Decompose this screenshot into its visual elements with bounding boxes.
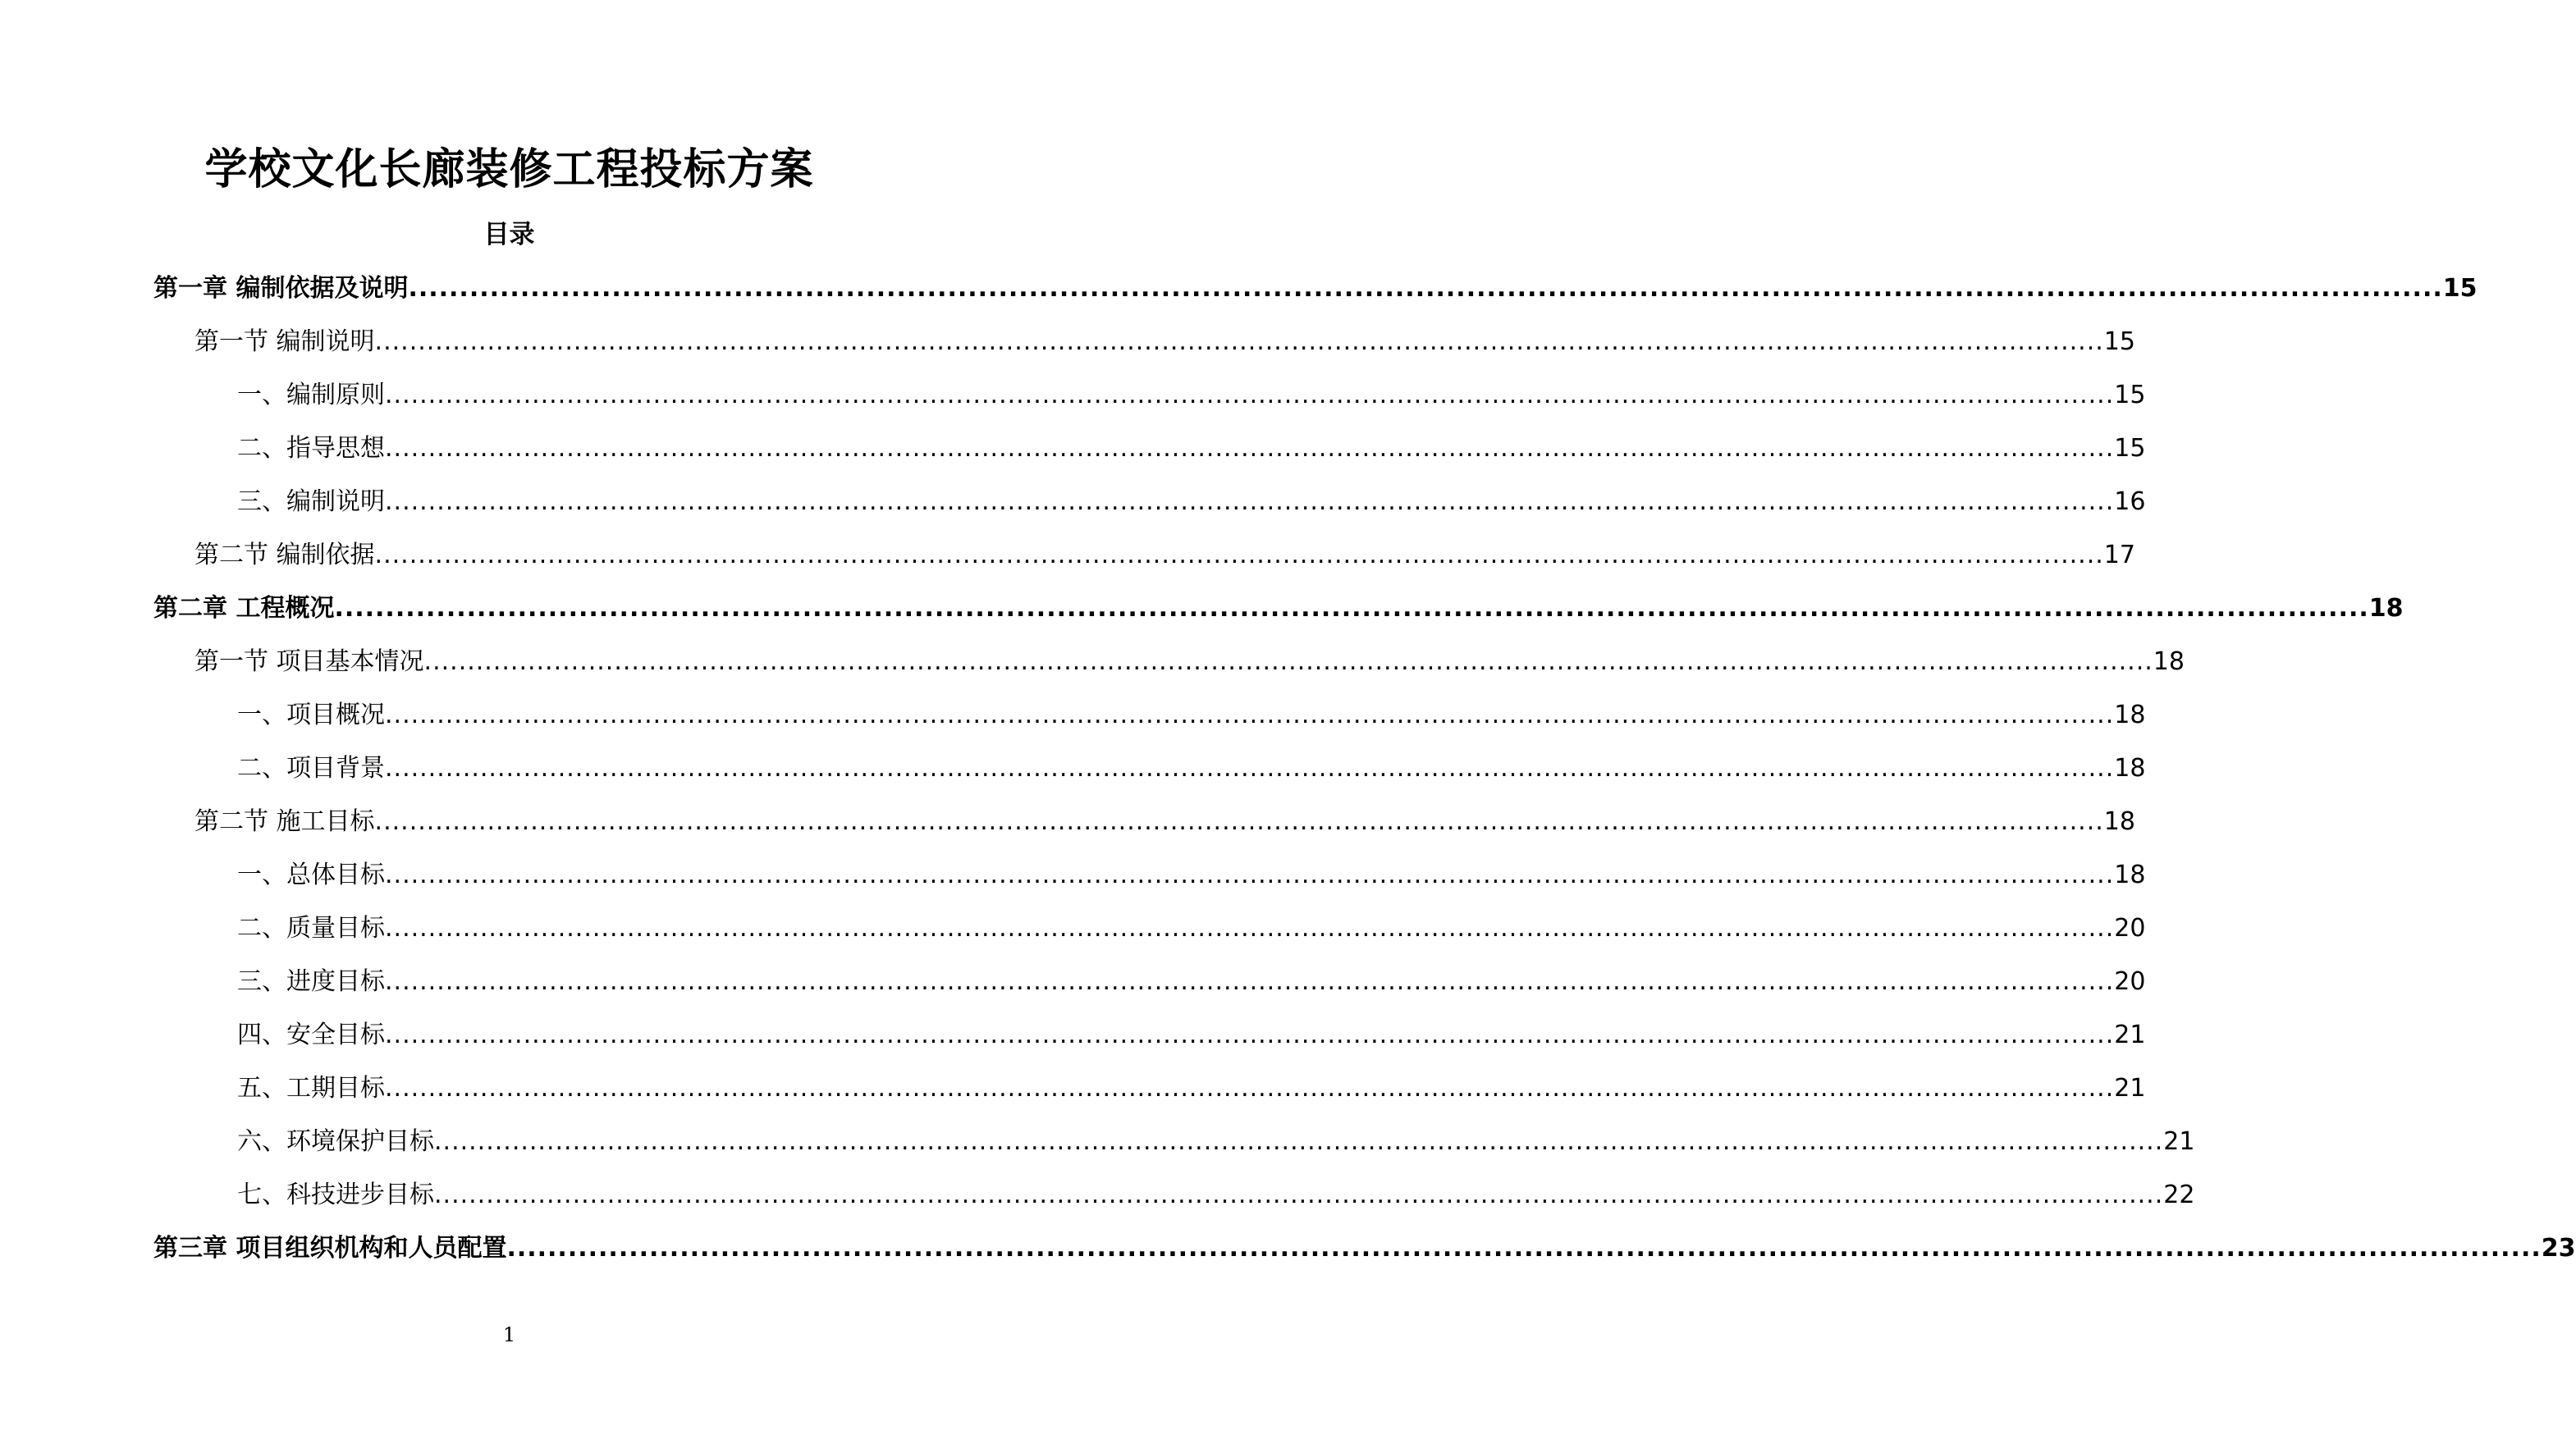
toc-leader-dots: ........................................................................................................................................................................................................: [434, 1127, 2164, 1156]
toc-entry-text: 一、项目概况: [237, 701, 385, 729]
toc-leader-dots: ........................................................................................................................................................................................................: [385, 1074, 2115, 1103]
toc-entry-text: 第一节 编制说明: [194, 327, 375, 356]
toc-leader-dots: ........................................................................................................................................................................................................: [385, 914, 2115, 943]
toc-leader-dots: ........................................................................................................................................................................................................: [374, 807, 2104, 836]
toc-entry[interactable]: [0, 1176, 2195, 1229]
toc-page-number: 15: [2114, 381, 2146, 409]
toc-page-number: 18: [2114, 754, 2146, 783]
toc-entry[interactable]: [0, 856, 2146, 909]
toc-entry[interactable]: [0, 1122, 2195, 1176]
toc-entry-text: 一、编制原则: [237, 381, 385, 409]
toc-leader-dots: ........................................................................................................................................................................................................: [408, 274, 2443, 303]
toc-heading: 目录: [483, 220, 535, 249]
toc-entry[interactable]: [0, 1069, 2146, 1122]
toc-leader-dots: ........................................................................................................................................................................................................: [385, 434, 2115, 463]
toc-leader-dots: ........................................................................................................................................................................................................: [385, 487, 2115, 516]
toc-entry-text: 第二节 施工目标: [194, 807, 375, 836]
toc-entry[interactable]: [0, 589, 2404, 642]
toc-page-number: 22: [2163, 1181, 2195, 1209]
toc-entry-text: 三、编制说明: [237, 487, 385, 516]
toc-leader-dots: ........................................................................................................................................................................................................: [374, 327, 2104, 356]
toc-entry[interactable]: [0, 909, 2146, 962]
table-of-contents: [0, 269, 2576, 1282]
toc-leader-dots: ........................................................................................................................................................................................................: [385, 701, 2115, 729]
toc-page-number: 16: [2114, 487, 2146, 516]
toc-page-number: 20: [2114, 967, 2146, 996]
toc-page-number: 21: [2114, 1021, 2146, 1049]
toc-leader-dots: ........................................................................................................................................................................................................: [385, 1021, 2115, 1049]
toc-entry[interactable]: [0, 1229, 2576, 1282]
toc-page-number: 18: [2368, 594, 2404, 623]
toc-entry-text: 四、安全目标: [237, 1021, 385, 1049]
toc-entry-text: 一、总体目标: [237, 861, 385, 889]
toc-entry-text: 五、工期目标: [237, 1074, 385, 1103]
page-number: 1: [502, 1323, 516, 1346]
toc-leader-dots: ........................................................................................................................................................................................................: [385, 967, 2115, 996]
toc-leader-dots: ........................................................................................................................................................................................................: [434, 1181, 2164, 1209]
toc-page-number: 17: [2103, 541, 2135, 569]
toc-entry-text: 第二节 编制依据: [194, 541, 375, 569]
toc-entry-text: 第三章 项目组织机构和人员配置: [153, 1234, 507, 1263]
toc-page-number: 15: [2114, 434, 2146, 463]
toc-page-number: 18: [2103, 807, 2135, 836]
toc-leader-dots: ........................................................................................................................................................................................................: [385, 861, 2115, 889]
toc-entry-text: 二、指导思想: [237, 434, 385, 463]
toc-entry[interactable]: [0, 482, 2146, 536]
toc-entry-text: 二、项目背景: [237, 754, 385, 783]
toc-leader-dots: ........................................................................................................................................................................................................: [385, 381, 2115, 409]
toc-page-number: 15: [2103, 327, 2135, 356]
toc-page-number: 18: [2153, 647, 2185, 676]
toc-leader-dots: ........................................................................................................................................................................................................: [374, 541, 2104, 569]
toc-entry[interactable]: [0, 269, 2478, 322]
toc-leader-dots: ........................................................................................................................................................................................................: [423, 647, 2153, 676]
toc-leader-dots: ........................................................................................................................................................................................................: [506, 1234, 2542, 1263]
toc-entry[interactable]: [0, 962, 2146, 1016]
toc-entry[interactable]: [0, 322, 2135, 376]
toc-leader-dots: ........................................................................................................................................................................................................: [334, 594, 2369, 623]
toc-page-number: 20: [2114, 914, 2146, 943]
toc-page-number: 21: [2163, 1127, 2195, 1156]
toc-page-number: 15: [2442, 274, 2478, 303]
toc-entry-text: 第一节 项目基本情况: [194, 647, 424, 676]
toc-page-number: 18: [2114, 701, 2146, 729]
toc-entry-text: 第一章 编制依据及说明: [153, 274, 409, 303]
toc-entry-text: 第二章 工程概况: [153, 594, 335, 623]
toc-page-number: 23: [2541, 1234, 2576, 1263]
toc-entry[interactable]: [0, 376, 2146, 429]
toc-entry[interactable]: [0, 802, 2135, 856]
toc-entry-text: 二、质量目标: [237, 914, 385, 943]
toc-entry[interactable]: [0, 749, 2146, 802]
toc-entry[interactable]: [0, 1016, 2146, 1069]
toc-entry[interactable]: [0, 642, 2185, 696]
toc-entry[interactable]: [0, 536, 2135, 589]
toc-entry-text: 三、进度目标: [237, 967, 385, 996]
toc-leader-dots: ........................................................................................................................................................................................................: [385, 754, 2115, 783]
toc-entry[interactable]: [0, 696, 2146, 749]
toc-entry-text: 六、环境保护目标: [237, 1127, 434, 1156]
toc-entry-text: 七、科技进步目标: [237, 1181, 434, 1209]
toc-page-number: 21: [2114, 1074, 2146, 1103]
document-title: 学校文化长廊装修工程投标方案: [204, 145, 814, 194]
toc-page-number: 18: [2114, 861, 2146, 889]
toc-entry[interactable]: [0, 429, 2146, 482]
